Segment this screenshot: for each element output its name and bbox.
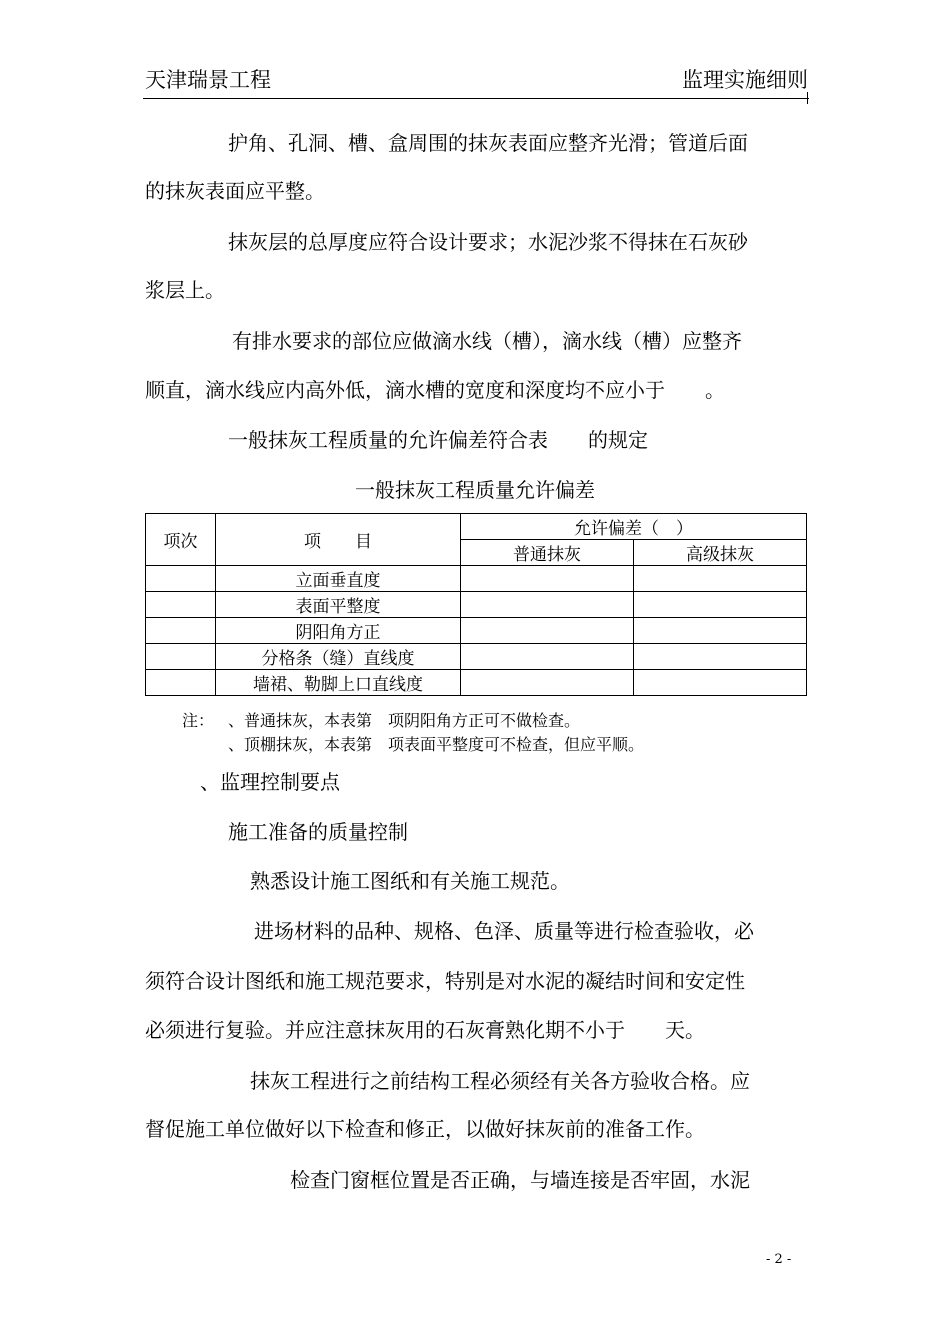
table-row	[146, 592, 807, 618]
table-row	[146, 670, 807, 696]
paragraph-line: 熟悉设计施工图纸和有关施工规范。	[250, 869, 570, 893]
paragraph-line: 的抹灰表面应平整。	[145, 179, 325, 203]
cell-advanced	[634, 644, 807, 670]
cell-index	[146, 566, 216, 592]
header-normal: 普通抹灰	[461, 540, 634, 566]
paragraph-line: 顺直，滴水线应内高外低，滴水槽的宽度和深度均不应小于 。	[145, 378, 725, 402]
cell-normal	[461, 566, 634, 592]
header-left: 天津瑞景工程	[145, 68, 271, 92]
cell-index	[146, 618, 216, 644]
section-heading: 、监理控制要点	[200, 770, 340, 794]
tolerance-table	[145, 513, 807, 696]
header-right: 监理实施细则	[682, 68, 808, 92]
cell-index	[146, 644, 216, 670]
note-label: 注：	[182, 711, 215, 730]
note-line: 、普通抹灰，本表第 项阴阳角方正可不做检查。	[228, 711, 581, 730]
cell-normal	[461, 618, 634, 644]
cell-item: 表面平整度	[216, 592, 461, 618]
paragraph-line: 一般抹灰工程质量的允许偏差符合表 的规定	[228, 428, 648, 452]
paragraph-line: 浆层上。	[145, 278, 225, 302]
table-row	[146, 644, 807, 670]
paragraph-line: 抹灰工程进行之前结构工程必须经有关各方验收合格。应	[250, 1069, 750, 1093]
cell-advanced	[634, 618, 807, 644]
cell-index	[146, 592, 216, 618]
header-advanced: 高级抹灰	[634, 540, 807, 566]
cell-advanced	[634, 566, 807, 592]
cell-item: 分格条（缝）直线度	[216, 644, 461, 670]
header-rule-tick	[807, 92, 808, 104]
cell-item: 阴阳角方正	[216, 618, 461, 644]
cell-advanced	[634, 670, 807, 696]
cell-normal	[461, 592, 634, 618]
cell-item: 立面垂直度	[216, 566, 461, 592]
paragraph-line: 有排水要求的部位应做滴水线（槽），滴水线（槽）应整齐	[232, 329, 742, 353]
paragraph-line: 检查门窗框位置是否正确，与墙连接是否牢固，水泥	[290, 1168, 750, 1192]
table-header-row	[146, 514, 807, 540]
header-tolerance: 允许偏差（ ）	[461, 514, 807, 540]
paragraph-line: 须符合设计图纸和施工规范要求，特别是对水泥的凝结时间和安定性	[145, 969, 745, 993]
header-item: 项 目	[216, 514, 461, 566]
table-title: 一般抹灰工程质量允许偏差	[355, 478, 595, 502]
table-row	[146, 618, 807, 644]
cell-advanced	[634, 592, 807, 618]
page-number: - 2 -	[766, 1252, 792, 1267]
paragraph-line: 护角、孔洞、槽、盒周围的抹灰表面应整齐光滑；管道后面	[228, 131, 748, 155]
paragraph-line: 进场材料的品种、规格、色泽、质量等进行检查验收，必	[254, 919, 754, 943]
cell-normal	[461, 670, 634, 696]
cell-normal	[461, 644, 634, 670]
note-line: 、顶棚抹灰，本表第 项表面平整度可不检查，但应平顺。	[228, 735, 645, 754]
cell-index	[146, 670, 216, 696]
paragraph-line: 必须进行复验。并应注意抹灰用的石灰膏熟化期不小于 天。	[145, 1018, 705, 1042]
cell-item: 墙裙、勒脚上口直线度	[216, 670, 461, 696]
sub-heading: 施工准备的质量控制	[228, 820, 408, 844]
header-rule	[143, 98, 809, 99]
table-row	[146, 566, 807, 592]
paragraph-line: 督促施工单位做好以下检查和修正，以做好抹灰前的准备工作。	[145, 1117, 705, 1141]
paragraph-line: 抹灰层的总厚度应符合设计要求；水泥沙浆不得抹在石灰砂	[228, 230, 748, 254]
header-index: 项次	[146, 514, 216, 566]
